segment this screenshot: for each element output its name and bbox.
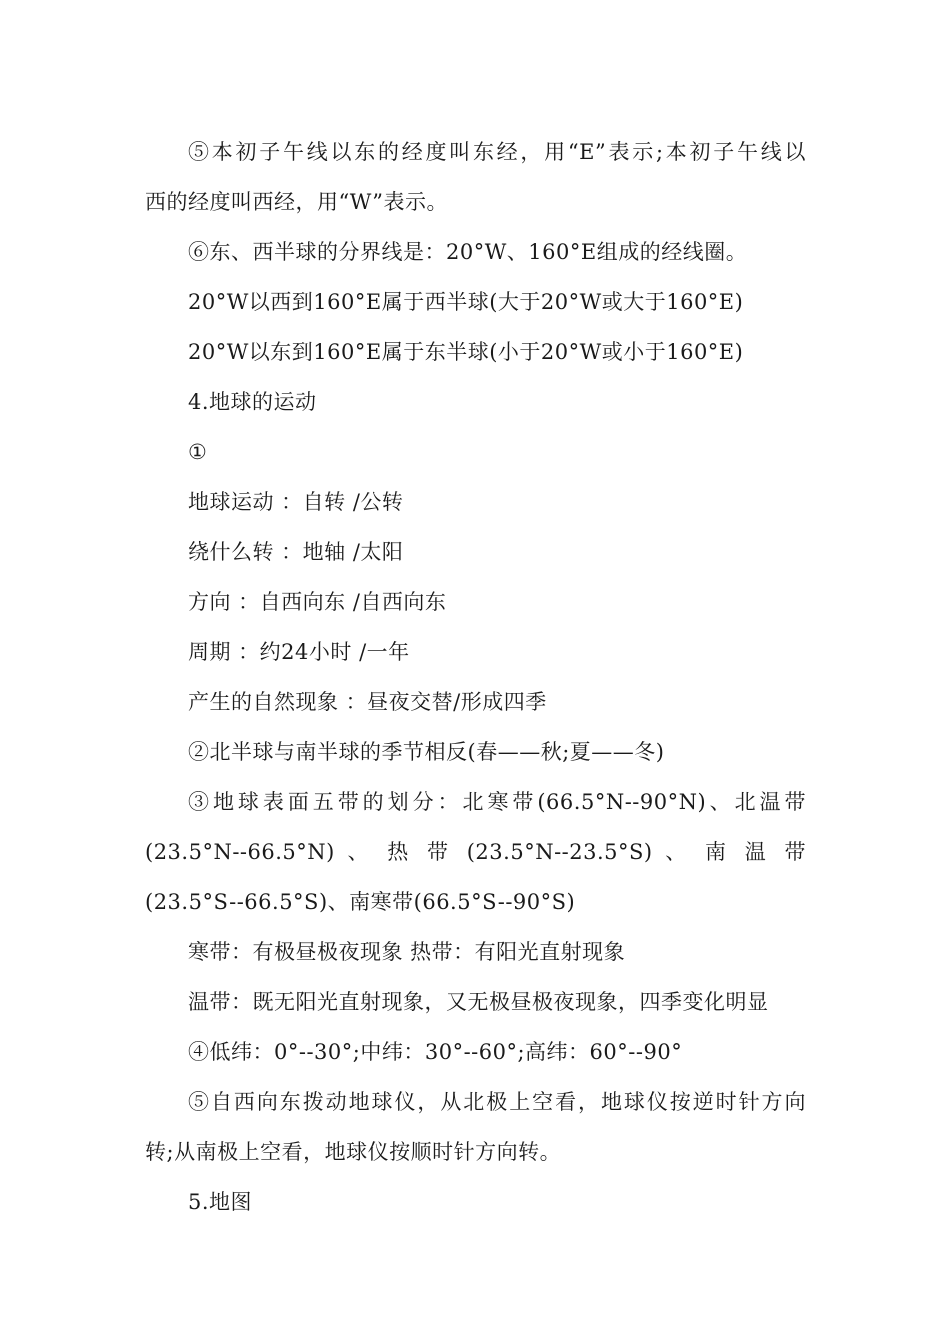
section-heading: 4.地球的运动 [188, 390, 317, 414]
paragraph-line: 地球运动 ：自转 /公转 [188, 490, 404, 514]
paragraph-line: 20°W以西到160°E属于西半球(大于20°W或大于160°E) [188, 290, 744, 314]
paragraph-line: 20°W以东到160°E属于东半球(小于20°W或小于160°E) [188, 340, 744, 364]
paragraph-line: ① [188, 440, 208, 464]
paragraph-line: (23.5°S--66.5°S)、南寒带(66.5°S--90°S) [145, 890, 576, 914]
paragraph-line: ④低纬：0°--30°;中纬：30°--60°;高纬：60°--90° [188, 1040, 683, 1064]
paragraph-line: (23.5°N--66.5°N) 、 热 带 (23.5°N--23.5°S) 、 南 温 带 [145, 840, 806, 864]
paragraph-line: ②北半球与南半球的季节相反(春——秋;夏——冬) [188, 740, 665, 764]
paragraph-line: 绕什么转 ：地轴 /太阳 [188, 540, 404, 564]
paragraph-line: 西的经度叫西经，用“W”表示。 [145, 190, 448, 214]
paragraph-line: ⑤自西向东拨动地球仪，从北极上空看，地球仪按逆时针方向 [188, 1090, 806, 1114]
paragraph-line: 周期 ：约24小时 /一年 [188, 640, 410, 664]
section-heading: 5.地图 [188, 1190, 253, 1214]
paragraph-line: 寒带：有极昼极夜现象 热带：有阳光直射现象 [188, 940, 626, 964]
paragraph-line: 方向 ：自西向东 /自西向东 [188, 590, 447, 614]
paragraph-line: ⑥东、西半球的分界线是：20°W、160°E组成的经线圈。 [188, 240, 748, 264]
paragraph-line: 温带：既无阳光直射现象，又无极昼极夜现象，四季变化明显 [188, 990, 769, 1014]
paragraph-line: ⑤本初子午线以东的经度叫东经，用“E”表示;本初子午线以 [188, 140, 806, 164]
paragraph-line: ③地球表面五带的划分：北寒带(66.5°N--90°N)、北温带 [188, 790, 806, 814]
paragraph-line: 转;从南极上空看，地球仪按顺时针方向转。 [145, 1140, 562, 1164]
paragraph-line: 产生的自然现象 ：昼夜交替/形成四季 [188, 690, 547, 714]
